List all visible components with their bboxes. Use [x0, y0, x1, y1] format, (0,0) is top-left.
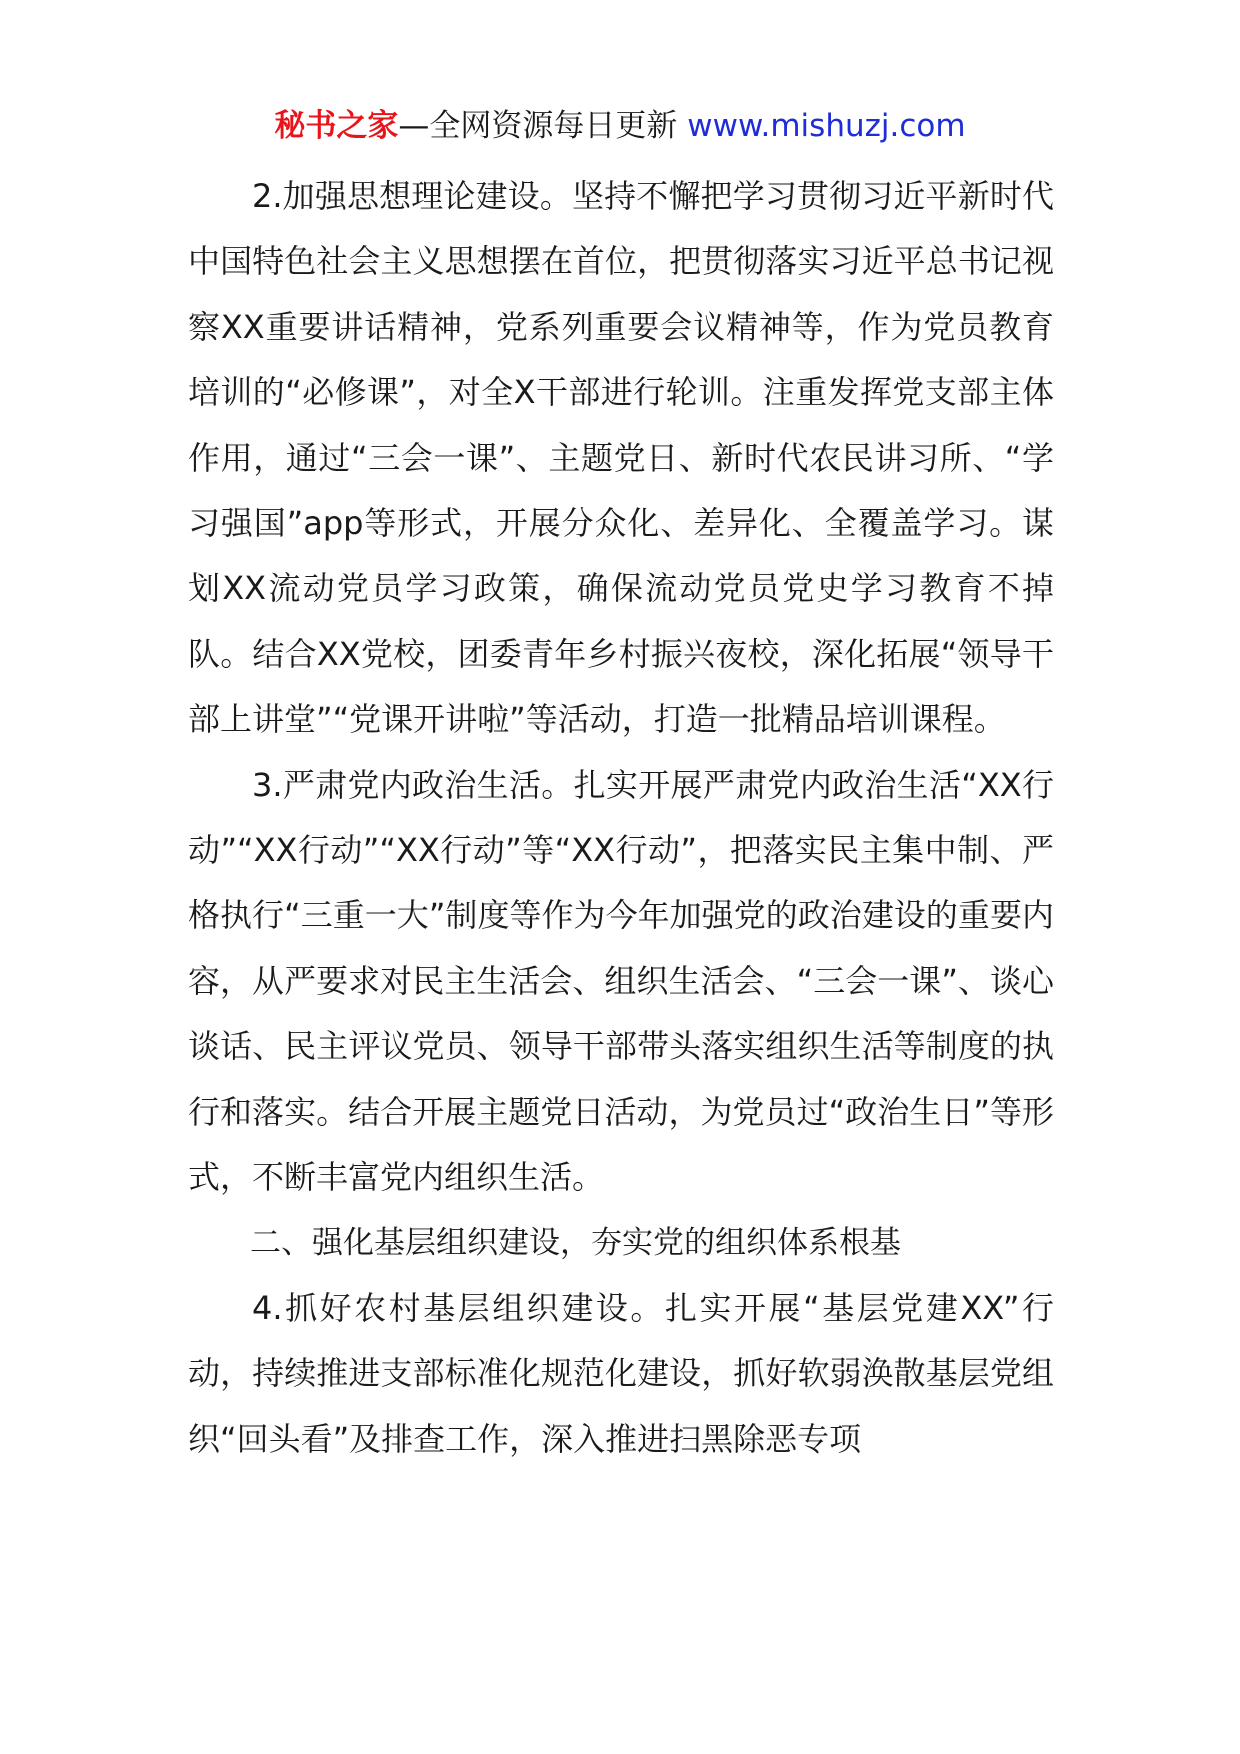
paragraph-2: 2.加强思想理论建设。坚持不懈把学习贯彻习近平新时代中国特色社会主义思想摆在首位，把贯彻落实习近平总书记视察XX重要讲话精神，党系列重要会议精神等，作为党员教育培训的“必修课”，对全X干部进行轮训。注重发挥党支部主体作用，通过“三会一课”、主题党日、新时代农民讲习所、“学习强国”app等形式，开展分众化、差异化、全覆盖学习。谋划XX流动党员学习政策，确保流动党员党史学习教育不掉队。结合XX党校，团委青年乡村振兴夜校，深化拓展“领导干部上讲堂”“党课开讲啦”等活动，打造一批精品培训课程。: [188, 177, 1054, 739]
brand-name: 秘书之家: [274, 108, 399, 144]
section-heading: 二、强化基层组织建设，夯实党的组织体系根基: [250, 1224, 901, 1261]
header-tagline: —全网资源每日更新: [398, 108, 678, 144]
site-url-link[interactable]: www.mishuzj.com: [687, 108, 966, 144]
paragraph-4: 4.抓好农村基层组织建设。扎实开展“基层党建XX”行动，持续推进支部标准化规范化建设，抓好软弱涣散基层党组织“回头看”及排查工作，深入推进扫黑除恶专项: [188, 1288, 1054, 1458]
site-header: [0, 104, 1240, 148]
paragraph-3: 3.严肃党内政治生活。扎实开展严肃党内政治生活“XX行动”“XX行动”“XX行动”等“XX行动”，把落实民主集中制、严格执行“三重一大”制度等作为今年加强党的政治建设的重要内容，从严要求对民主生活会、组织生活会、“三会一课”、谈心谈话、民主评议党员、领导干部带头落实组织生活等制度的执行和落实。结合开展主题党日活动，为党员过“政治生日”等形式，不断丰富党内组织生活。: [188, 765, 1054, 1197]
document-body: [188, 164, 1054, 1472]
